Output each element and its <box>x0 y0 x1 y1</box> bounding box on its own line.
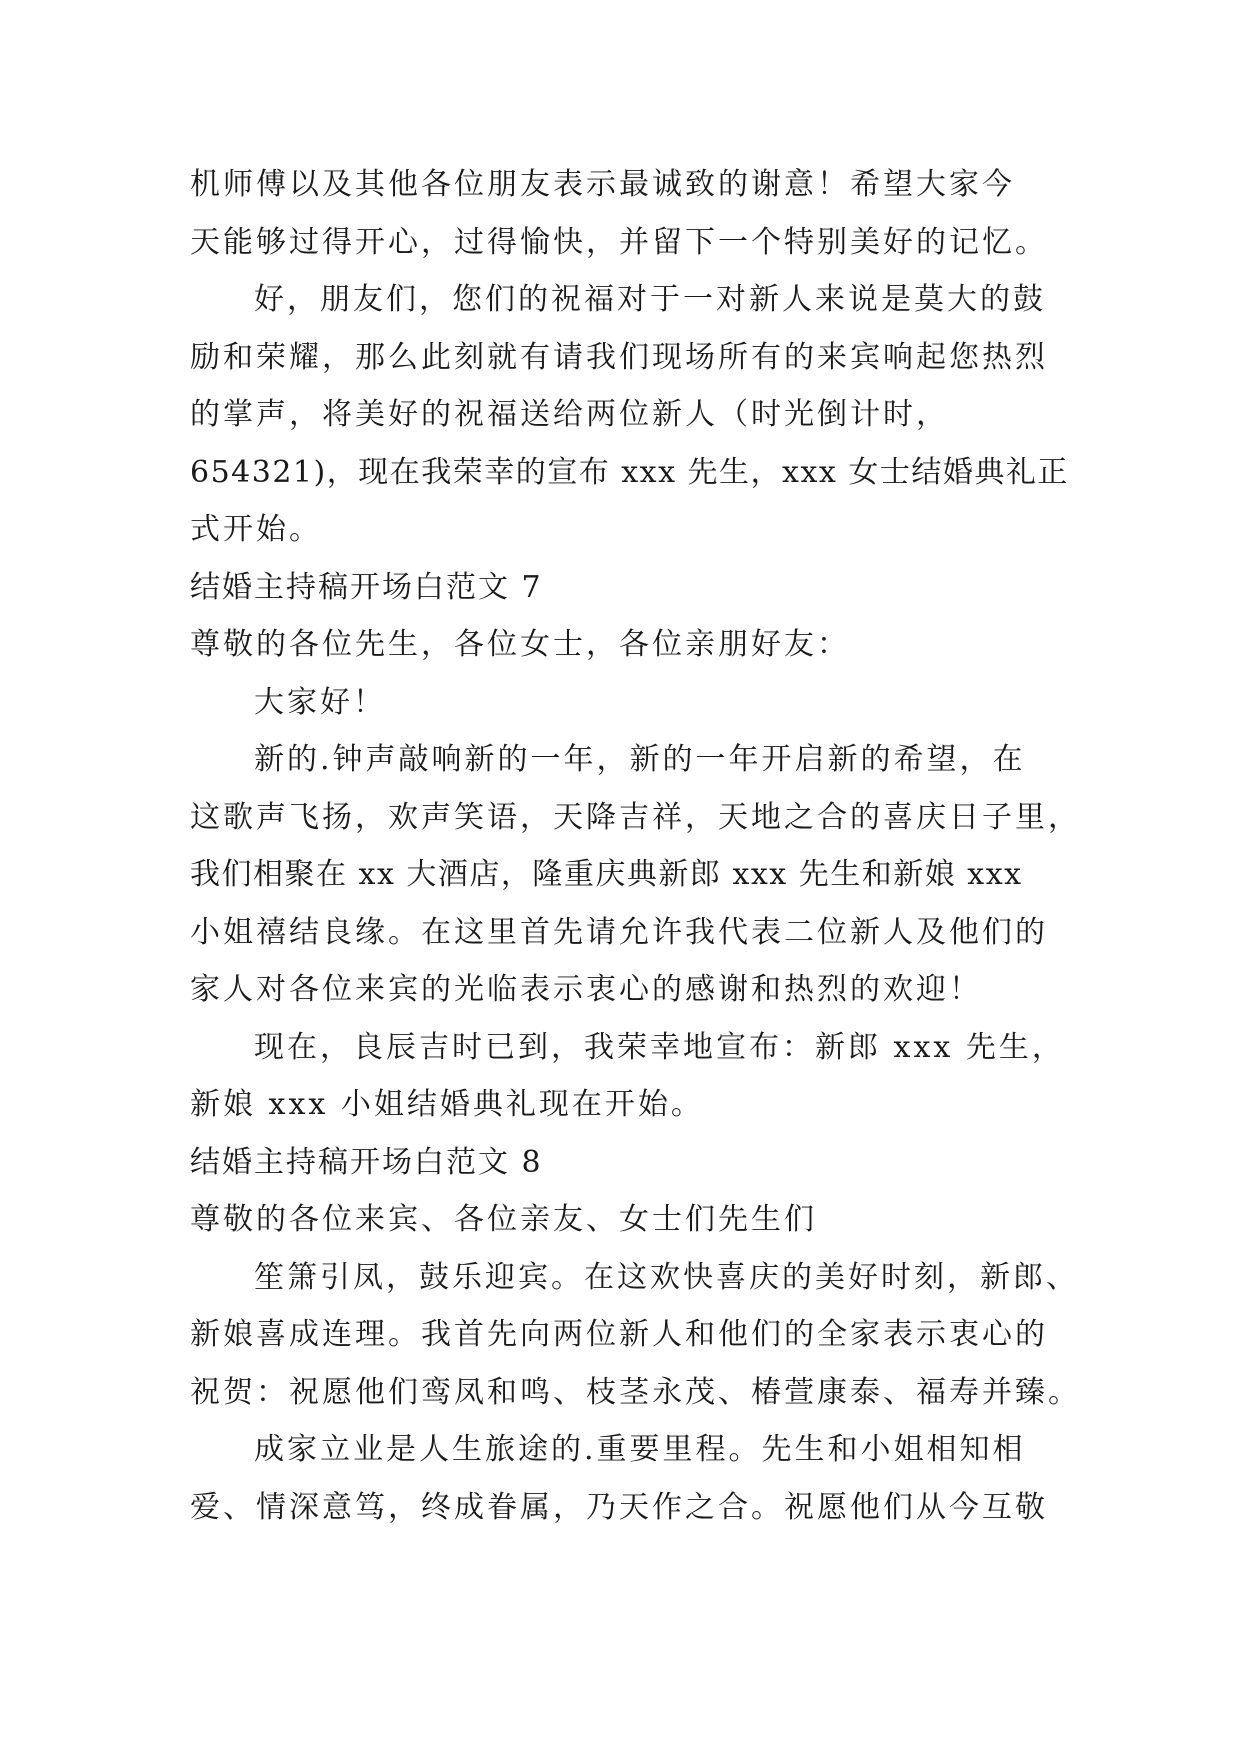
text-line: 大家好！ <box>254 684 386 720</box>
text-line: 新的.钟声敲响新的一年，新的一年开启新的希望，在 <box>254 742 1026 777</box>
text-line: 成家立业是人生旅途的.重要里程。先生和小姐相知相 <box>254 1432 1026 1467</box>
text-line: 式开始。 <box>190 512 322 547</box>
text-line: 小姐禧结良缘。在这里首先请允许我代表二位新人及他们的 <box>190 914 1048 950</box>
text-line: 的掌声，将美好的祝福送给两位新人（时光倒计时， <box>190 397 949 432</box>
text-line: 笙箫引凤，鼓乐迎宾。在这欢快喜庆的美好时刻，新郎、 <box>254 1259 1079 1295</box>
text-line: 新娘 xxx 小姐结婚典礼现在开始。 <box>190 1087 704 1122</box>
text-line: 我们相聚在 xx 大酒店，隆重庆典新郎 xxx 先生和新娘 xxx <box>190 857 1023 892</box>
text-line: 尊敬的各位来宾、各位亲友、女士们先生们 <box>190 1202 817 1237</box>
document-page <box>190 156 1081 1536</box>
text-line: 家人对各位来宾的光临表示衷心的感谢和热烈的欢迎！ <box>190 972 982 1007</box>
text-line: 励和荣耀，那么此刻就有请我们现场所有的来宾响起您热烈 <box>190 339 1048 375</box>
text-line: 好，朋友们，您们的祝福对于一对新人来说是莫大的鼓 <box>254 282 1046 317</box>
text-line: 现在，良辰吉时已到，我荣幸地宣布：新郎 xxx 先生， <box>254 1029 1065 1065</box>
section-heading: 结婚主持稿开场白范文 8 <box>190 1144 543 1180</box>
text-line: 机师傅以及其他各位朋友表示最诚致的谢意！希望大家今 <box>190 167 1015 202</box>
text-line: 新娘喜成连理。我首先向两位新人和他们的全家表示衷心的 <box>190 1317 1048 1352</box>
text-line: 这歌声飞扬，欢声笑语，天降吉祥，天地之合的喜庆日子里， <box>190 799 1081 835</box>
text-line: 天能够过得开心，过得愉快，并留下一个特别美好的记忆。 <box>190 224 1048 260</box>
text-line: 尊敬的各位先生，各位女士，各位亲朋好友： <box>190 627 850 662</box>
text-line: 爱、情深意笃，终成眷属，乃天作之合。祝愿他们从今互敬 <box>190 1489 1048 1525</box>
text-line: 祝贺：祝愿他们鸾凤和鸣、枝茎永茂、椿萱康泰、福寿并臻。 <box>190 1374 1081 1410</box>
section-heading: 结婚主持稿开场白范文 7 <box>190 569 543 605</box>
text-line: 654321)，现在我荣幸的宣布 xxx 先生，xxx 女士结婚典礼正 <box>190 454 1069 490</box>
